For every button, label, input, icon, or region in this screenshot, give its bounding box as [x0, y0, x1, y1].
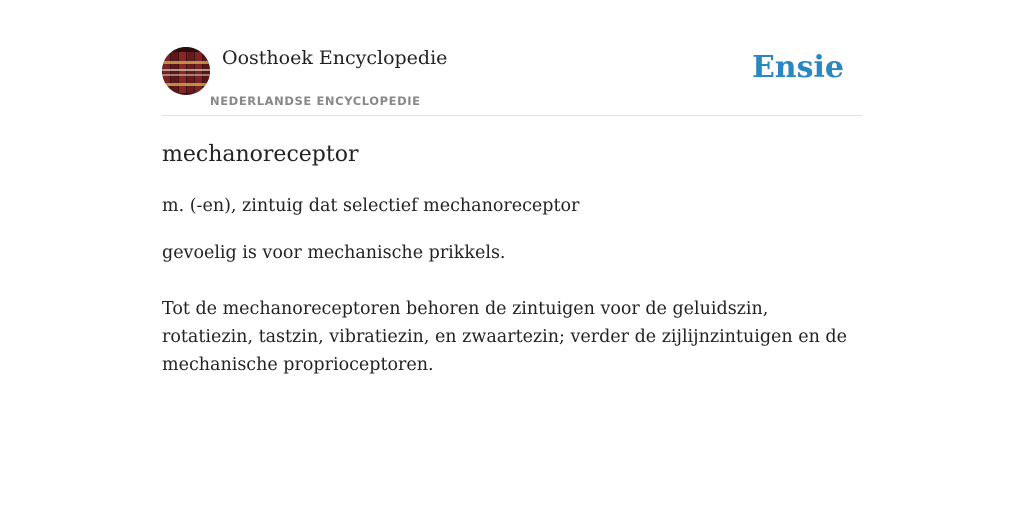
- definition-line-2: gevoelig is voor mechanische prikkels.: [162, 243, 506, 263]
- encyclopedia-books-icon[interactable]: [162, 47, 210, 95]
- page: [162, 0, 862, 512]
- definition-paragraph: Tot de mechanoreceptoren behoren de zintuigen voor de geluidszin, rotatiezin, tastzin, vibratiezin, en zwaartezin; verder de zijlijnzintuigen en de mechanische proprioceptoren.: [162, 299, 847, 375]
- entry-title: mechanoreceptor: [162, 142, 359, 167]
- ensie-brand-link[interactable]: Ensie: [751, 50, 844, 85]
- definition-line-1: m. (-en), zintuig dat selectief mechanoreceptor: [162, 196, 580, 216]
- site-subtitle: NEDERLANDSE ENCYCLOPEDIE: [210, 94, 421, 108]
- site-title[interactable]: Oosthoek Encyclopedie: [222, 47, 448, 69]
- site-header: [162, 0, 862, 116]
